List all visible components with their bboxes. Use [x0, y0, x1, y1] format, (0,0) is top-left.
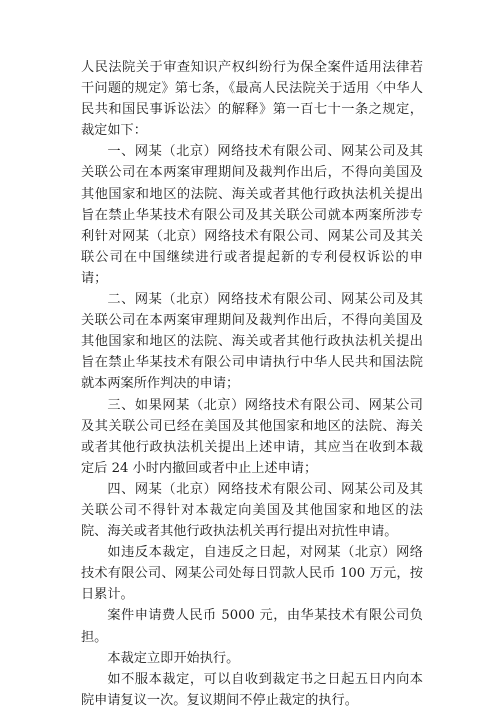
- application-fee-paragraph: 案件申请费人民币 5000 元，由华某技术有限公司负担。: [81, 608, 423, 645]
- ruling-item-two-paragraph: 二、网某（北京）网络技术有限公司、网某公司及其关联公司在本两案审理期间及裁判作出后，不得向美国及其他国家和地区的法院、海关或者其他行政执法机关提出旨在禁止华某技术有限公司申请执行中华人民共和国法院就本两案所作判决的申请；: [81, 292, 423, 392]
- reconsideration-paragraph: 如不服本裁定，可以自收到裁定书之日起五日内向本院申请复议一次。复议期间不停止裁定的执行。: [81, 671, 423, 708]
- ruling-continuation-paragraph: 人民法院关于审查知识产权纠纷行为保全案件适用法律若干问题的规定》第七条，《最高人民法院关于适用〈中华人民共和国民事诉讼法〉的解释》第一百七十一条之规定，裁定如下：: [81, 60, 423, 139]
- ruling-item-one-paragraph: 一、网某（北京）网络技术有限公司、网某公司及其关联公司在本两案审理期间及裁判作出后，不得向美国及其他国家和地区的法院、海关或者其他行政执法机关提出旨在禁止华某技术有限公司及其关联公司就本两案所涉专利针对网某（北京）网络技术有限公司、网某公司及其关联公司在中国继续进行或者提起新的专利侵权诉讼的申请；: [81, 144, 423, 286]
- ruling-text-body: [81, 57, 423, 711]
- effective-immediately-paragraph: 本裁定立即开始执行。: [107, 650, 240, 666]
- ruling-item-four-paragraph: 四、网某（北京）网络技术有限公司、网某公司及其关联公司不得针对本裁定向美国及其他国家和地区的法院、海关或者其他行政执法机关再行提出对抗性申请。: [81, 481, 423, 540]
- penalty-paragraph: 如违反本裁定，自违反之日起，对网某（北京）网络技术有限公司、网某公司处每日罚款人民币 100 万元，按日累计。: [81, 545, 423, 603]
- ruling-item-three-paragraph: 三、如果网某（北京）网络技术有限公司、网某公司及其关联公司已经在美国及其他国家和地区的法院、海关或者其他行政执法机关提出上述申请，其应当在收到本裁定后 24 小时内撤回或者中止上述申请；: [81, 397, 423, 476]
